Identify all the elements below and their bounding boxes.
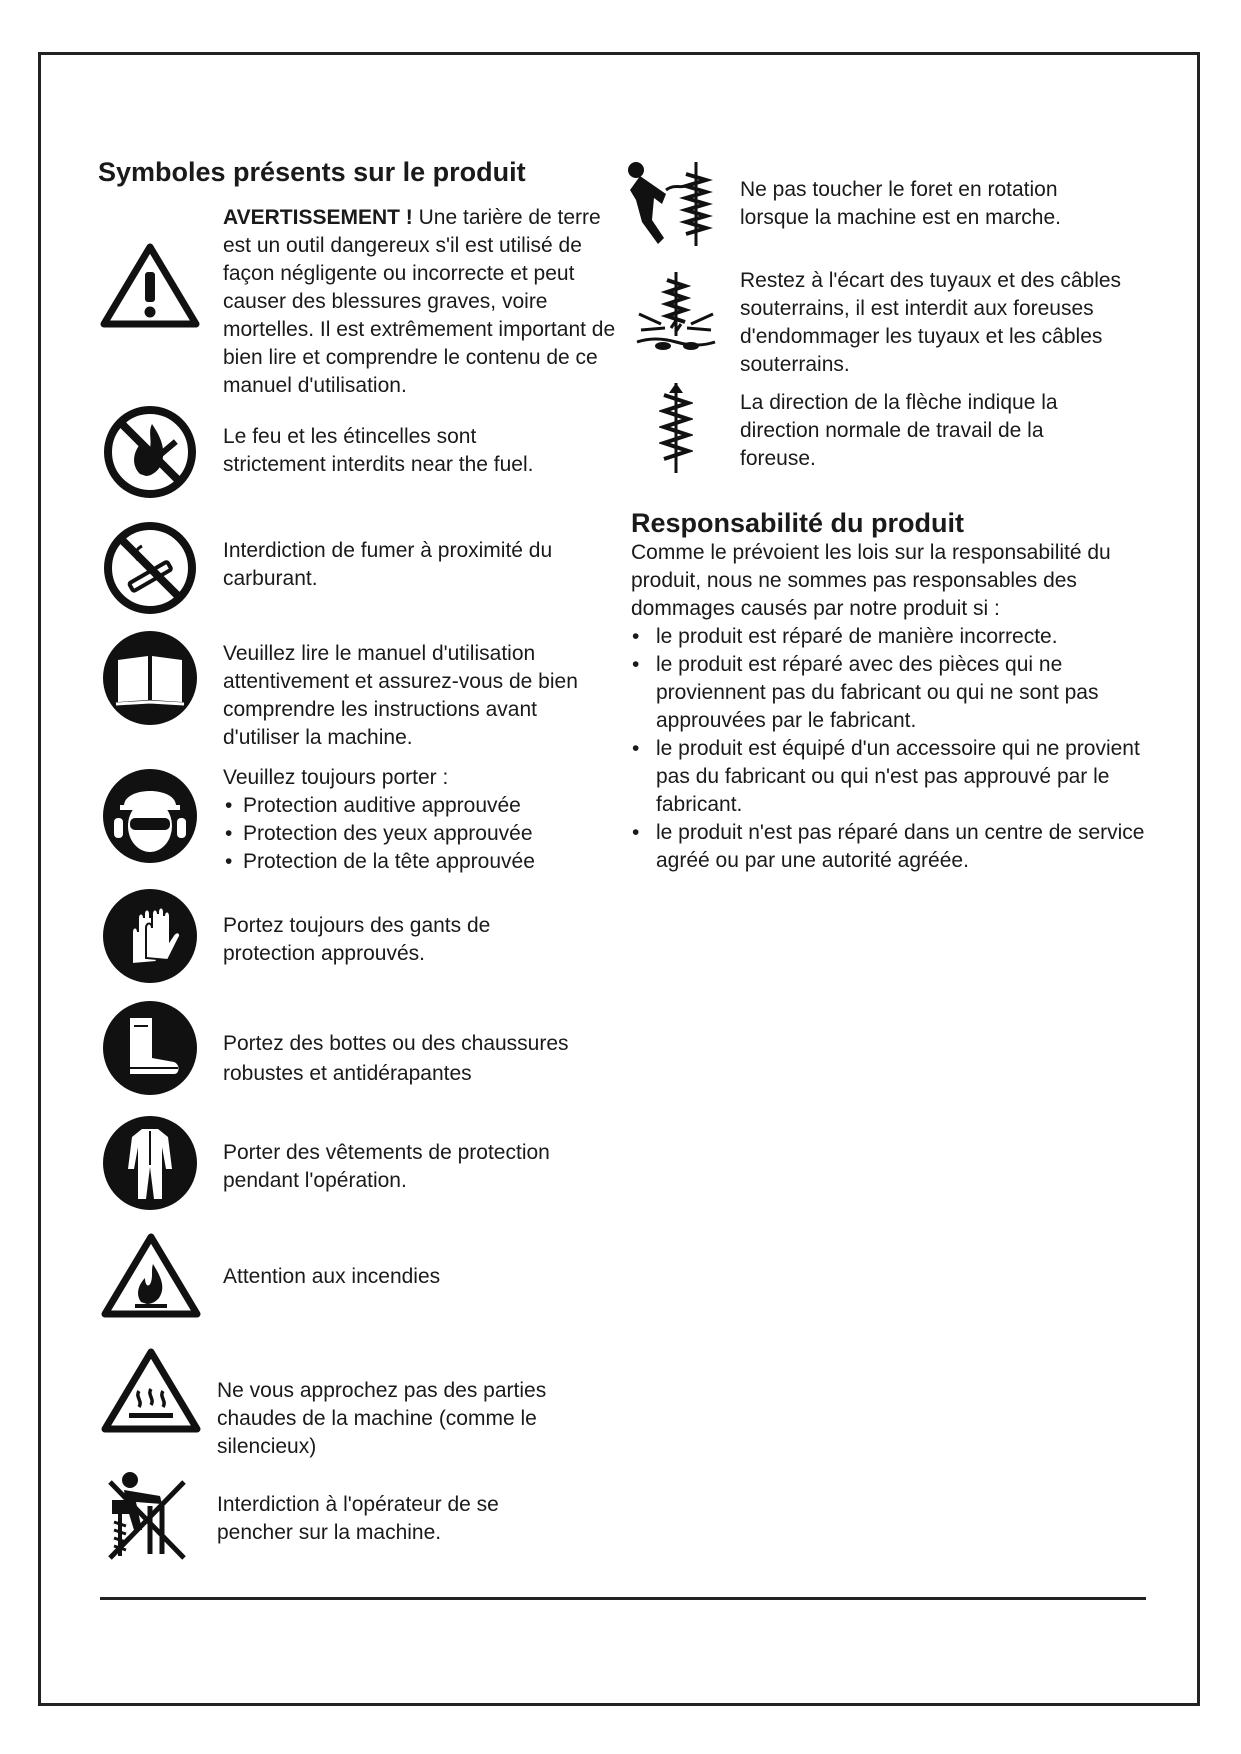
- ppe-helmet-goggles-icon: [102, 768, 198, 864]
- ppe-block: [223, 764, 603, 876]
- gloves-icon: [102, 888, 198, 984]
- ppe-intro: Veuillez toujours porter :: [223, 766, 449, 789]
- boots-text: Portez des bottes ou des chaussures robustes et antidérapantes: [223, 1032, 569, 1085]
- warning-paragraph: [223, 204, 618, 400]
- rotation-text: Ne pas toucher le foret en rotation lorsque la machine est en marche.: [740, 178, 1061, 229]
- hot-parts-text: Ne vous approchez pas des parties chaudes de la machine (comme le silencieux): [217, 1379, 547, 1458]
- underground-pipes-icon: [635, 270, 717, 352]
- hot-surface-icon: [101, 1347, 201, 1433]
- ppe-list: [223, 792, 603, 876]
- list-item: • Protection auditive approuvée: [223, 792, 603, 820]
- list-item: • Protection de la tête approuvée: [223, 848, 603, 876]
- no-smoking-icon: [102, 520, 198, 616]
- liability-title: Responsabilité du produit: [631, 508, 965, 538]
- auger-direction-icon: [659, 383, 693, 473]
- list-item: • le produit est réparé de manière incorrecte.: [631, 623, 1151, 651]
- liability-intro: Comme le prévoient les lois sur la responsabilité du produit, nous ne sommes pas responsables des dommages causés par notre produit si :: [631, 541, 1111, 620]
- warning-bold: AVERTISSEMENT !: [223, 206, 413, 229]
- symbols-title: Symboles présents sur le produit: [98, 157, 526, 187]
- no-leaning-operator-icon: [106, 1470, 188, 1560]
- rotating-auger-icon: [626, 160, 716, 248]
- underground-text: Restez à l'écart des tuyaux et des câbles souterrains, il est interdit aux foreuses d'endommager les tuyaux et les câbles souterrains.: [740, 269, 1122, 376]
- warning-text: Une tarière de terre est un outil dangereux s'il est utilisé de façon négligente ou incorrecte et peut causer des blessures graves, voire mortelles. Il est extrêmement important de bien lire et comprendre le contenu de ce manuel d'utilisation.: [223, 206, 616, 397]
- warning-triangle-icon: [100, 242, 200, 328]
- list-item: • Protection des yeux approuvée: [223, 820, 603, 848]
- read-manual-icon: [102, 630, 198, 726]
- boots-icon: [102, 1000, 198, 1096]
- fire-hazard-icon: [101, 1232, 201, 1318]
- gloves-text: Portez toujours des gants de protection approuvés.: [223, 914, 491, 965]
- list-item: • le produit n'est pas réparé dans un centre de service agréé ou par une autorité agréée.: [631, 819, 1151, 875]
- no-leaning-text: Interdiction à l'opérateur de se pencher sur la machine.: [217, 1493, 499, 1544]
- fire-text: Le feu et les étincelles sont strictement interdits near the fuel.: [223, 425, 534, 476]
- no-open-flame-icon: [102, 404, 198, 500]
- smoking-text: Interdiction de fumer à proximité du carburant.: [223, 539, 553, 590]
- direction-text: La direction de la flèche indique la direction normale de travail de la foreuse.: [740, 391, 1058, 470]
- fire-hazard-text: Attention aux incendies: [223, 1265, 441, 1288]
- list-item: • le produit est équipé d'un accessoire qui ne provient pas du fabricant ou qui n'est pas approuvé par le fabricant.: [631, 735, 1151, 819]
- protective-clothing-icon: [102, 1115, 198, 1211]
- manual-text: Veuillez lire le manuel d'utilisation attentivement et assurez-vous de bien comprendre les instructions avant d'utiliser la machine.: [223, 642, 578, 749]
- liability-list: [631, 623, 1151, 875]
- footer-divider: [100, 1597, 1146, 1600]
- list-item: • le produit est réparé avec des pièces qui ne proviennent pas du fabricant ou qui ne sont pas approuvées par le fabricant.: [631, 651, 1151, 735]
- liability-block: [631, 539, 1151, 875]
- clothing-text: Porter des vêtements de protection pendant l'opération.: [223, 1141, 550, 1192]
